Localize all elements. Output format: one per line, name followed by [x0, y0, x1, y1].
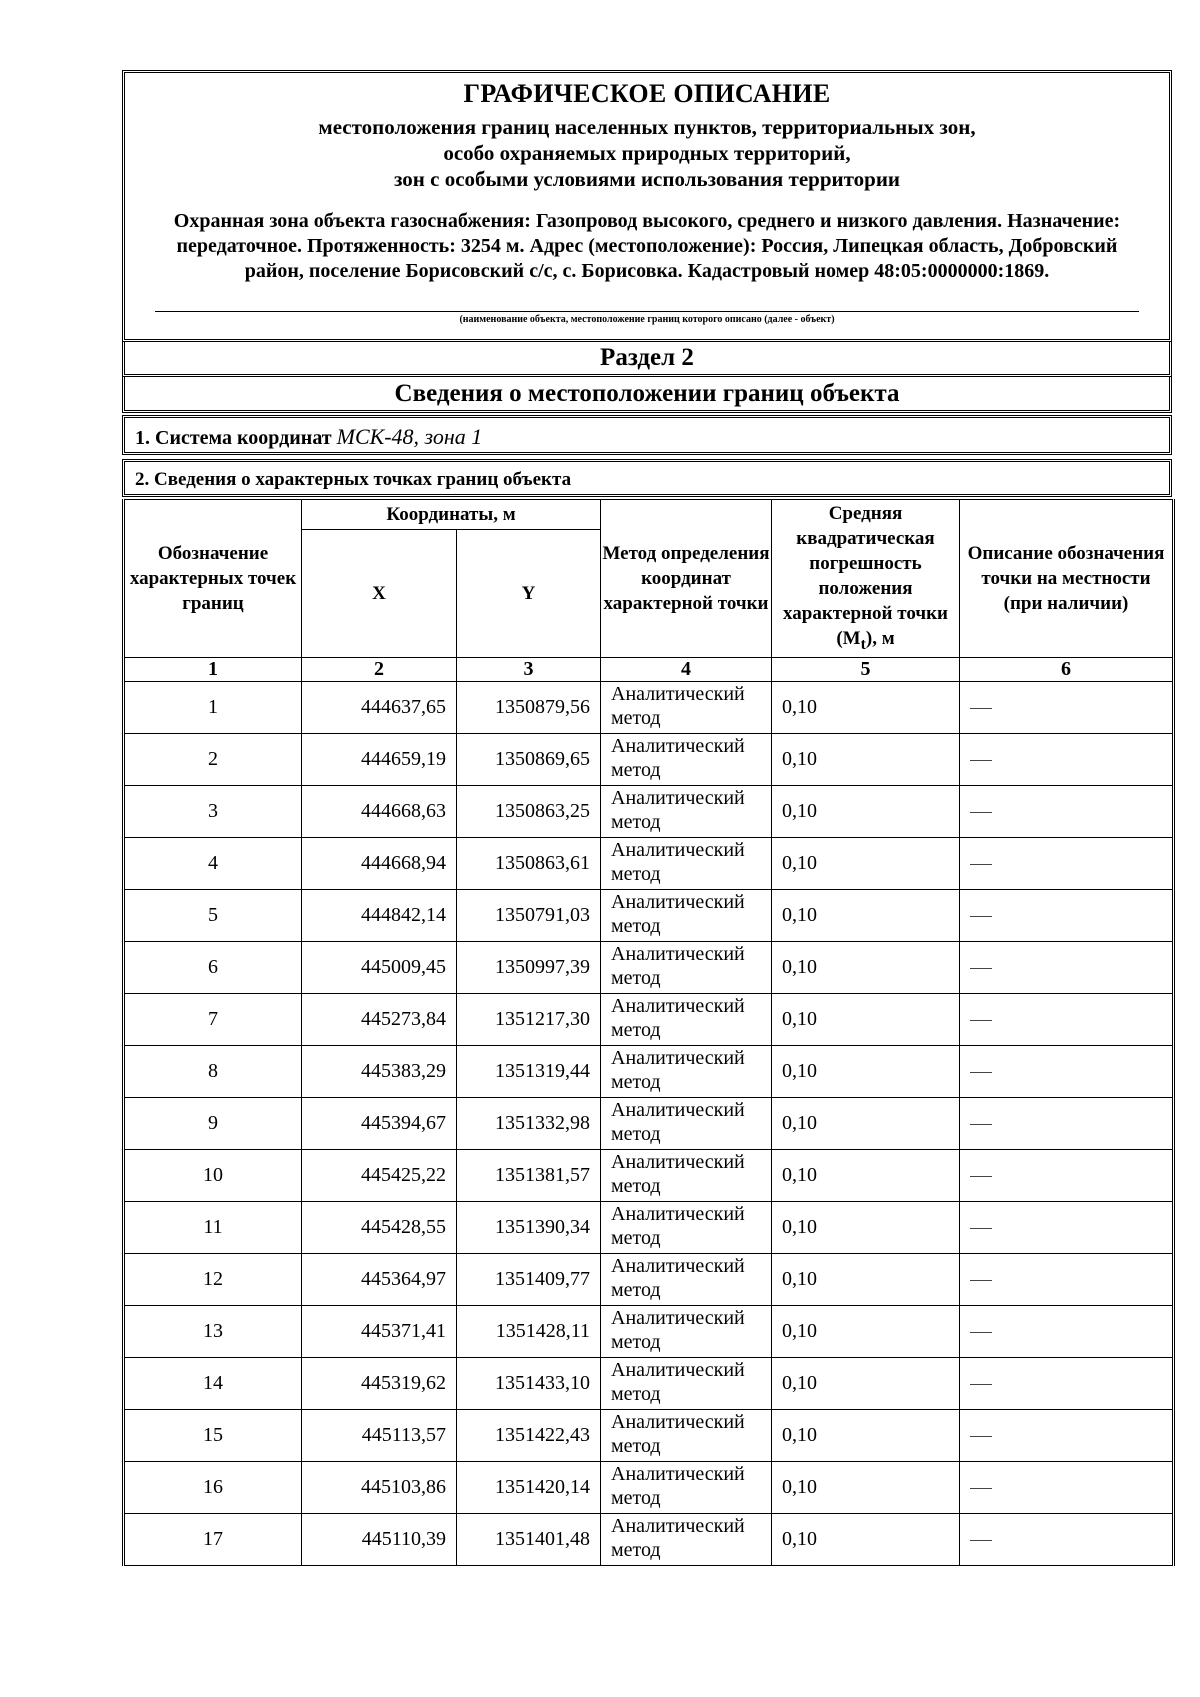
- point-description: [960, 994, 1174, 1046]
- point-number: 17: [124, 1514, 302, 1566]
- coordinate-y: 1350863,61: [457, 838, 601, 890]
- coordinate-y: 1351422,43: [457, 1410, 601, 1462]
- point-description: [960, 682, 1174, 734]
- point-number: 6: [124, 942, 302, 994]
- coordinate-x: 445371,41: [302, 1306, 457, 1358]
- header-y: Y: [457, 530, 601, 658]
- point-description: [960, 838, 1174, 890]
- coordinate-y: 1351332,98: [457, 1098, 601, 1150]
- accuracy: 0,10: [772, 890, 960, 942]
- coordinate-y: 1351319,44: [457, 1046, 601, 1098]
- coordinate-system-value: МСК-48, зона 1: [336, 424, 483, 449]
- header-accuracy: [772, 500, 960, 658]
- accuracy: 0,10: [772, 1358, 960, 1410]
- point-number: 1: [124, 682, 302, 734]
- coordinate-y: 1350879,56: [457, 682, 601, 734]
- dash-mark: [970, 1488, 992, 1489]
- coordinate-x: 444668,63: [302, 786, 457, 838]
- dash-mark: [970, 1228, 992, 1229]
- method: Аналитический метод: [601, 942, 772, 994]
- method: Аналитический метод: [601, 1046, 772, 1098]
- coordinate-x: 445110,39: [302, 1514, 457, 1566]
- point-number: 10: [124, 1150, 302, 1202]
- dash-mark: [970, 968, 992, 969]
- coordinate-x: 444842,14: [302, 890, 457, 942]
- point-description: [960, 890, 1174, 942]
- coordinate-y: 1351420,14: [457, 1462, 601, 1514]
- accuracy: 0,10: [772, 786, 960, 838]
- accuracy: 0,10: [772, 838, 960, 890]
- table-row: [124, 942, 1174, 994]
- accuracy: 0,10: [772, 1462, 960, 1514]
- method: Аналитический метод: [601, 734, 772, 786]
- coordinate-x: 445009,45: [302, 942, 457, 994]
- subtitle-line: местоположения границ населенных пунктов, территориальных зон,: [318, 115, 976, 139]
- coordinate-x: 445428,55: [302, 1202, 457, 1254]
- method: Аналитический метод: [601, 994, 772, 1046]
- accuracy: 0,10: [772, 1514, 960, 1566]
- dash-mark: [970, 760, 992, 761]
- header-accuracy-unit: ), м: [865, 627, 895, 649]
- point-description: [960, 1358, 1174, 1410]
- point-number: 14: [124, 1358, 302, 1410]
- table-row: [124, 994, 1174, 1046]
- dash-mark: [970, 1436, 992, 1437]
- object-description: Охранная зона объекта газоснабжения: Газопровод высокого, среднего и низкого давления. Назначение: передаточное. Протяженность: 3254 м. Адрес (местоположение): Россия, Липецкая область, Добровский район, поселение Борисовский с/с, с. Борисовка. Кадастровый номер 48:05:0000000:1869.: [173, 210, 1121, 282]
- coordinate-x: 445394,67: [302, 1098, 457, 1150]
- method: Аналитический метод: [601, 1514, 772, 1566]
- point-number: 15: [124, 1410, 302, 1462]
- accuracy: 0,10: [772, 994, 960, 1046]
- coordinate-y: 1350863,25: [457, 786, 601, 838]
- point-description: [960, 1254, 1174, 1306]
- document-header: [122, 70, 1172, 342]
- table-row: [124, 1254, 1174, 1306]
- table-row: [124, 1410, 1174, 1462]
- dash-mark: [970, 916, 992, 917]
- column-index: 5: [772, 658, 960, 682]
- accuracy: 0,10: [772, 1410, 960, 1462]
- point-description: [960, 942, 1174, 994]
- column-index-row: [124, 658, 1174, 682]
- method: Аналитический метод: [601, 1358, 772, 1410]
- point-number: 7: [124, 994, 302, 1046]
- table-row: [124, 1358, 1174, 1410]
- table-row: [124, 1150, 1174, 1202]
- table-body: [124, 658, 1174, 1566]
- method: Аналитический метод: [601, 838, 772, 890]
- point-number: 11: [124, 1202, 302, 1254]
- subtitle-line: особо охраняемых природных территорий,: [443, 141, 851, 165]
- object-caption: (наименование объекта, местоположение границ которого описано (далее - объект): [459, 314, 835, 325]
- method: Аналитический метод: [601, 682, 772, 734]
- table-row: [124, 734, 1174, 786]
- point-description: [960, 1046, 1174, 1098]
- coordinate-x: 445425,22: [302, 1150, 457, 1202]
- table-row: [124, 1462, 1174, 1514]
- point-description: [960, 786, 1174, 838]
- method: Аналитический метод: [601, 1410, 772, 1462]
- dash-mark: [970, 812, 992, 813]
- coordinate-y: 1351390,34: [457, 1202, 601, 1254]
- point-number: 8: [124, 1046, 302, 1098]
- coordinate-x: 445103,86: [302, 1462, 457, 1514]
- coordinate-system: [122, 415, 1172, 455]
- accuracy: 0,10: [772, 682, 960, 734]
- column-index: 1: [124, 658, 302, 682]
- point-description: [960, 1462, 1174, 1514]
- method: Аналитический метод: [601, 1150, 772, 1202]
- table-row: [124, 1306, 1174, 1358]
- section-name: Сведения о местоположении границ объекта: [122, 377, 1172, 413]
- accuracy: 0,10: [772, 1254, 960, 1306]
- coordinate-y: 1351381,57: [457, 1150, 601, 1202]
- point-number: 12: [124, 1254, 302, 1306]
- coordinate-x: 445383,29: [302, 1046, 457, 1098]
- dash-mark: [970, 1020, 992, 1021]
- column-index: 4: [601, 658, 772, 682]
- dash-mark: [970, 1384, 992, 1385]
- coordinate-y: 1350791,03: [457, 890, 601, 942]
- point-description: [960, 1514, 1174, 1566]
- column-index: 6: [960, 658, 1174, 682]
- dash-mark: [970, 1540, 992, 1541]
- accuracy: 0,10: [772, 942, 960, 994]
- method: Аналитический метод: [601, 1202, 772, 1254]
- point-description: [960, 1202, 1174, 1254]
- point-number: 16: [124, 1462, 302, 1514]
- dash-mark: [970, 1332, 992, 1333]
- coordinate-x: 444637,65: [302, 682, 457, 734]
- coordinate-y: 1351409,77: [457, 1254, 601, 1306]
- points-section-label: 2. Сведения о характерных точках границ объекта: [122, 459, 1172, 497]
- point-number: 3: [124, 786, 302, 838]
- accuracy: 0,10: [772, 1202, 960, 1254]
- header-method: Метод определения координат характерной точки: [601, 500, 772, 658]
- coordinate-y: 1351217,30: [457, 994, 601, 1046]
- coordinate-y: 1351401,48: [457, 1514, 601, 1566]
- coordinate-y: 1351428,11: [457, 1306, 601, 1358]
- point-description: [960, 734, 1174, 786]
- table-row: [124, 838, 1174, 890]
- accuracy: 0,10: [772, 1098, 960, 1150]
- header-coordinates: Координаты, м: [302, 500, 601, 530]
- dash-mark: [970, 1176, 992, 1177]
- point-number: 13: [124, 1306, 302, 1358]
- method: Аналитический метод: [601, 1098, 772, 1150]
- table-row: [124, 1098, 1174, 1150]
- point-description: [960, 1150, 1174, 1202]
- point-number: 9: [124, 1098, 302, 1150]
- dash-mark: [970, 708, 992, 709]
- point-number: 4: [124, 838, 302, 890]
- coordinate-y: 1350869,65: [457, 734, 601, 786]
- header-accuracy-subscript: t: [860, 635, 866, 653]
- coordinate-x: 445364,97: [302, 1254, 457, 1306]
- method: Аналитический метод: [601, 1306, 772, 1358]
- method: Аналитический метод: [601, 1254, 772, 1306]
- table-row: [124, 1202, 1174, 1254]
- accuracy: 0,10: [772, 1306, 960, 1358]
- point-description: [960, 1410, 1174, 1462]
- coordinate-x: 445113,57: [302, 1410, 457, 1462]
- accuracy: 0,10: [772, 734, 960, 786]
- header-x: X: [302, 530, 457, 658]
- coordinate-x: 445273,84: [302, 994, 457, 1046]
- column-index: 3: [457, 658, 601, 682]
- section-number: Раздел 2: [122, 342, 1172, 377]
- caption-rule: [155, 311, 1139, 312]
- coordinate-x: 445319,62: [302, 1358, 457, 1410]
- coordinate-system-label: 1. Система координат: [135, 427, 332, 449]
- header-accuracy-text: Средняя квадратическая погрешность положения характерной точки (M: [783, 502, 948, 649]
- point-description: [960, 1098, 1174, 1150]
- dash-mark: [970, 1280, 992, 1281]
- table-row: [124, 1514, 1174, 1566]
- point-number: 5: [124, 890, 302, 942]
- header-description: Описание обозначения точки на местности (при наличии): [960, 500, 1174, 658]
- coordinate-y: 1351433,10: [457, 1358, 601, 1410]
- table-row: [124, 1046, 1174, 1098]
- table-row: [124, 786, 1174, 838]
- method: Аналитический метод: [601, 786, 772, 838]
- document-page: [122, 70, 1172, 1566]
- method: Аналитический метод: [601, 1462, 772, 1514]
- point-description: [960, 1306, 1174, 1358]
- column-index: 2: [302, 658, 457, 682]
- coordinate-y: 1350997,39: [457, 942, 601, 994]
- dash-mark: [970, 1072, 992, 1073]
- coordinate-x: 444668,94: [302, 838, 457, 890]
- table-row: [124, 682, 1174, 734]
- header-designation: Обозначение характерных точек границ: [124, 500, 302, 658]
- subtitle-line: зон с особыми условиями использования территории: [393, 167, 901, 191]
- dash-mark: [970, 1124, 992, 1125]
- coordinate-x: 444659,19: [302, 734, 457, 786]
- accuracy: 0,10: [772, 1046, 960, 1098]
- points-table: [122, 499, 1175, 1566]
- point-number: 2: [124, 734, 302, 786]
- method: Аналитический метод: [601, 890, 772, 942]
- document-title: ГРАФИЧЕСКОЕ ОПИСАНИЕ: [463, 79, 831, 108]
- dash-mark: [970, 864, 992, 865]
- accuracy: 0,10: [772, 1150, 960, 1202]
- table-row: [124, 890, 1174, 942]
